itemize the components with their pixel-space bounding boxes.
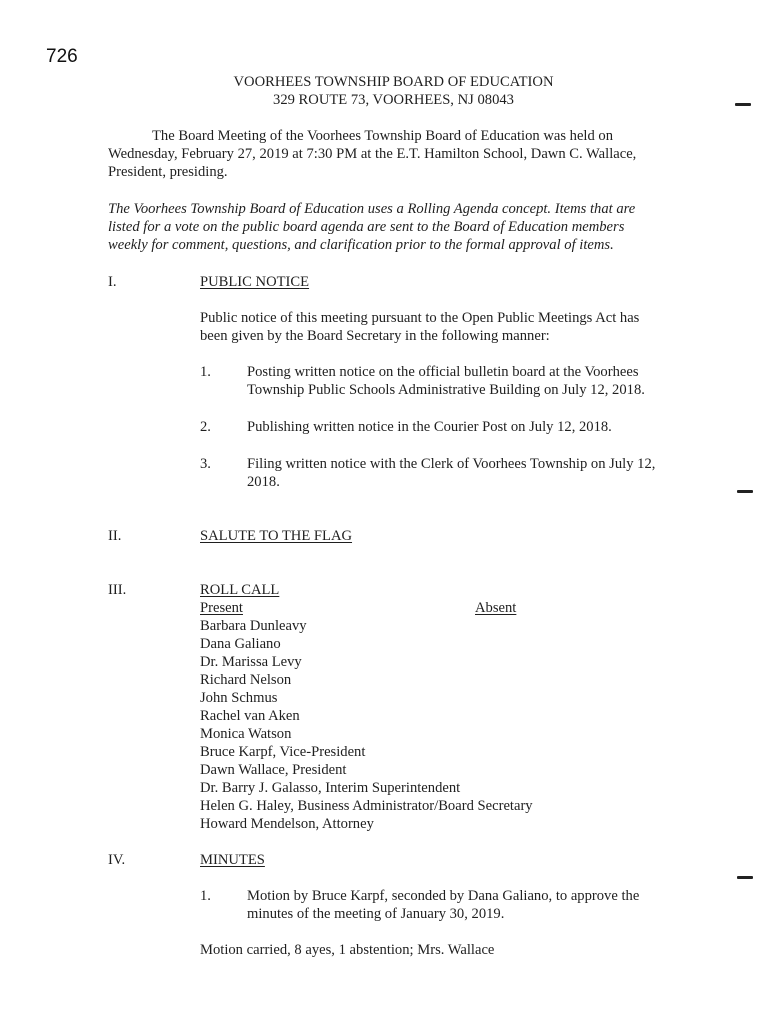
section-1-title: PUBLIC NOTICE xyxy=(200,274,310,290)
section-3-numeral: III. xyxy=(108,582,127,598)
notice-item-1-line-2: Township Public Schools Administrative Building on July 12, 2018. xyxy=(247,382,645,398)
present-member-11: Helen G. Haley, Business Administrator/Board Secretary xyxy=(200,798,533,814)
absent-label: Absent xyxy=(475,600,517,616)
header-org: VOORHEES TOWNSHIP BOARD OF EDUCATION xyxy=(233,74,554,90)
present-member-4: Richard Nelson xyxy=(200,672,292,688)
notice-item-3-line-2: 2018. xyxy=(247,474,280,490)
notice-item-2-line-1: Publishing written notice in the Courier Post on July 12, 2018. xyxy=(247,419,612,435)
present-member-1: Barbara Dunleavy xyxy=(200,618,307,634)
present-member-8: Bruce Karpf, Vice-President xyxy=(200,744,366,760)
section-4-numeral: IV. xyxy=(108,852,126,868)
public-notice-intro-line-1: Public notice of this meeting pursuant to the Open Public Meetings Act has xyxy=(200,310,640,326)
rolling-agenda-line-2: listed for a vote on the public board agenda are sent to the Board of Education members xyxy=(108,219,625,235)
section-2-title: SALUTE TO THE FLAG xyxy=(200,528,353,544)
present-member-9: Dawn Wallace, President xyxy=(200,762,347,778)
intro-line-2: Wednesday, February 27, 2019 at 7:30 PM at the E.T. Hamilton School, Dawn C. Wallace, xyxy=(108,146,637,162)
present-member-2: Dana Galiano xyxy=(200,636,281,652)
present-member-3: Dr. Marissa Levy xyxy=(200,654,302,670)
section-4-title: MINUTES xyxy=(200,852,265,868)
present-label: Present xyxy=(200,600,243,616)
rolling-agenda-line-1: The Voorhees Township Board of Education uses a Rolling Agenda concept. Items that are xyxy=(108,201,636,217)
header-address: 329 ROUTE 73, VOORHEES, NJ 08043 xyxy=(273,92,514,108)
page-number: 726 xyxy=(46,46,78,67)
present-member-12: Howard Mendelson, Attorney xyxy=(200,816,374,832)
section-2-numeral: II. xyxy=(108,528,122,544)
notice-item-3-number: 3. xyxy=(200,456,211,472)
present-member-6: Rachel van Aken xyxy=(200,708,300,724)
present-member-5: John Schmus xyxy=(200,690,278,706)
intro-line-3: President, presiding. xyxy=(108,164,228,180)
scan-margin-mark xyxy=(737,490,753,493)
minutes-motion-result: Motion carried, 8 ayes, 1 abstention; Mrs. Wallace xyxy=(200,942,495,958)
section-1-numeral: I. xyxy=(108,274,117,290)
intro-line-1: The Board Meeting of the Voorhees Township Board of Education was held on xyxy=(152,128,614,144)
scan-margin-mark xyxy=(737,876,753,879)
rolling-agenda-line-3: weekly for comment, questions, and clarification prior to the formal approval of items. xyxy=(108,237,614,253)
present-member-7: Monica Watson xyxy=(200,726,292,742)
notice-item-1-line-1: Posting written notice on the official bulletin board at the Voorhees xyxy=(247,364,639,380)
notice-item-2-number: 2. xyxy=(200,419,211,435)
notice-item-3-line-1: Filing written notice with the Clerk of Voorhees Township on July 12, xyxy=(247,456,656,472)
public-notice-intro-line-2: been given by the Board Secretary in the following manner: xyxy=(200,328,550,344)
minutes-item-1-number: 1. xyxy=(200,888,211,904)
section-3-title: ROLL CALL xyxy=(200,582,280,598)
present-member-10: Dr. Barry J. Galasso, Interim Superintendent xyxy=(200,780,461,796)
minutes-item-1-line-2: minutes of the meeting of January 30, 2019. xyxy=(247,906,505,922)
scan-margin-mark xyxy=(735,103,751,106)
minutes-item-1-line-1: Motion by Bruce Karpf, seconded by Dana Galiano, to approve the xyxy=(247,888,640,904)
notice-item-1-number: 1. xyxy=(200,364,211,380)
